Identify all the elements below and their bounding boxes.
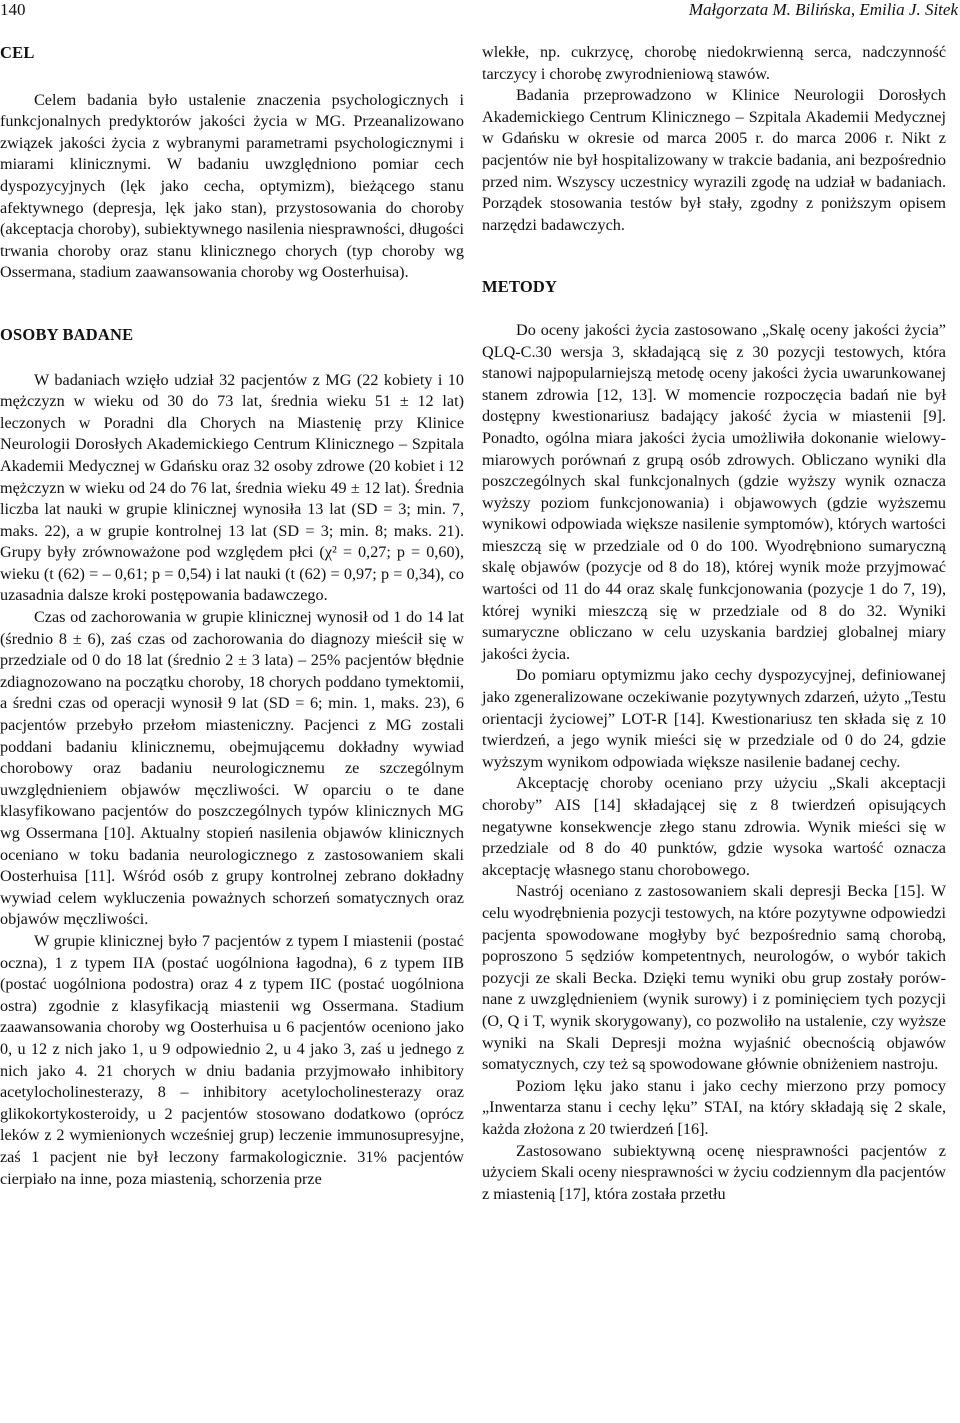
metody-paragraph-2: Do pomiaru optymizmu jako cechy dyspozycyjnej, definiowanej jako zgeneralizowane oczekiwanie pozytywnych zdarzeń, użyto „Testu orientacji życiowej” LOT-R [14]. Kwestionariusz ten składa się z 10 twierdzeń, a jego wynik mieści się w przedziale od 0 do 24, gdzie wyższym wynikom odpowiada większe nasilenie badanej cechy. — [482, 666, 946, 771]
section-heading-cel: CEL — [0, 43, 35, 62]
metody-paragraph-1: Do oceny jakości życia zastosowano „Skalę oceny jakości życia” QLQ-C.30 wersja 3, składającą się z 30 pozycji testowych, która stanowi najpopularniejszą metodę oceny jakości życia uwarunkowanej stanem zdrowia [12, 13]. W momencie rozpoczęcia badań nie był dostępny kwestionariusz badający jakość życia w miastenii [9]. Ponadto, ogólna miara jakości życia umożliwiła dokonanie wielowymiarowych porównań z grupą osób zdrowych. Obliczano wyniki dla poszczególnych skal funkcjonalnych (gdzie wyższy wynik oznacza wyższy poziom funkcjonowania) i objawowych (gdzie wyższemu wynikowi odpowiada większe nasilenie symptomów), których wartości mieszczą się w przedziale od 0 do 100. Wyodrębniono sumaryczną skalę objawów (pozycje od 8 do 18), której wynik może przyjmować wartości od 11 do 44 oraz skalę funkcjonowania (pozycje 1 do 7, 19), której wyniki mieszczą się w przedziale od 8 do 32. Wyniki sumaryczne obliczano w celu uzyskania bardziej globalnej miary jakości życia. — [482, 320, 946, 663]
running-header — [0, 0, 960, 22]
left-column — [0, 42, 464, 1190]
section-heading-osoby-badane: OSOBY BADANE — [0, 324, 134, 344]
metody-paragraph-6: Zastosowano subiektywną ocenę niesprawności pacjentów z użyciem Skali oceny niesprawności w życiu codziennym dla pacjentów z miastenią [17], która została przetłu — [482, 1141, 946, 1203]
metody-paragraph-4: Nastrój oceniano z zastosowaniem skali depresji Becka [15]. W celu wyodrębnienia pozycji testowych, na które pozytywne odpowiedzi pacjenta spowodowane mogłyby być bezpośrednio samą chorobą, poproszono 5 sędziów kompetentnych, neurologów, o wybór takich pozycji ze skali Becka. Dzięki temu wyniki obu grup zostały porównane z uwzględnieniem (wynik surowy) i z pominięciem tych pozycji (O, Q i T, wynik skorygowany), co pozwoliło na ustalenie, czy wyższe wyniki na Skali Depresji można wyjaśnić obecnością objawów somatycznych, czy też są spowodowane głównie obniżeniem nastroju. — [482, 882, 946, 1074]
osoby-badane-paragraph-2: Czas od zachorowania w grupie klinicznej wynosił od 1 do 14 lat (średnio 8 ± 6), zaś czas od zachorowania do diagnozy mieścił się w przedziale od 0 do 18 lat (średnio 2 ± 3 lata) – 25% pacjentów błędnie zdiagnozowano na początku choroby, 18 chorych poddano tymektomii, a średni czas od operacji wynosił 9 lat (SD = 6; min. 1, maks. 23), 6 pacjentów przebyło przełom miasteniczny. Pacjenci z MG zostali poddani badaniu klinicznemu, obejmującemu dokładny wywiad chorobowy oraz badaniu neurologicznemu ze szczególnym uwzględnieniem objawów męczliwości. W oparciu o te dane klasyfikowano pacjentów do poszczególnych typów klinicznych MG wg Ossermana [10]. Aktualny stopień nasilenia objawów klinicznych oceniano w toku badania neurologicznego z zastosowaniem skali Oosterhuisa [11]. Wśród osób z grupy kontrolnej zebrano dokładny wywiad celem wykluczenia poważnych schorzeń somatycznych oraz objawów męczliwości. — [0, 608, 464, 929]
cel-paragraph: Celem badania było ustalenie znaczenia psychologicznych i funkcjonalnych predyktorów jakości życia w MG. Przeanalizowano związek jakości życia z wybranymi parametrami psychologicznymi i miarami klinicznymi. W badaniu uwzględniono pomiar cech dyspozycyjnych (lęk jako cecha, optymizm), bieżącego stanu afektywnego (depresja, lęk jako stan), przystosowania do choroby (akceptacja choroby), subiektywnego nasilenia niesprawności, długości trwania choroby oraz stanu klinicznego chorych (typ choroby wg Ossermana, stadium zaawansowania choroby wg Oosterhuisa). — [0, 90, 464, 282]
continued-paragraph: wlekłe, np. cukrzycę, chorobę niedokrwienną serca, nadczynność tarczycy i chorobę zwyrodnieniową stawów. — [482, 43, 946, 83]
metody-paragraph-3: Akceptację choroby oceniano przy użyciu „Skali akceptacji choroby” AIS [14] składającej się z 8 twierdzeń opisujących negatywne konsekwencje złego stanu zdrowia. Wynik mieści się w przedziale od 8 do 40 punktów, gdzie wysoka wartość oznacza akceptację własnego stanu chorobowego. — [482, 774, 946, 879]
osoby-badane-paragraph-3: W grupie klinicznej było 7 pacjentów z typem I miastenii (postać oczna), 1 z typem IIA (postać uogólniona łagodna), 6 z typem IIB (postać uogólniona podostra) oraz 4 z typem IIC (postać uogólniona ostra) zgodnie z klasyfikacją miastenii wg Ossermana. Stadium zaawansowania choroby wg Oosterhuisa u 6 pacjentów oceniono jako 0, u 12 z nich jako 1, u 9 odpowiednio 2, u 4 jako 3, zaś u jednego z nich jako 4. 21 chorych w dniu badania przyjmowało inhibitory acetylocholinesterazy, 8 – inhibitory acetylocholinesterazy oraz glikokortykosteroidy, u 2 pacjentów stosowano dodatkowo (oprócz leków z 2 wymienionych wcześniej grup) leczenie immunosupresyjne, zaś 1 pacjent nie był leczony farmakologicznie. 31% pacjentów cierpiało na inne, poza miastenią, schorzenia prze — [0, 931, 464, 1188]
metody-paragraph-5: Poziom lęku jako stanu i jako cechy mierzono przy pomocy „Inwentarza stanu i cechy lęku” STAI, na który składają się 2 skale, każda złożona z 20 twierdzeń [16]. — [482, 1076, 946, 1138]
section-heading-metody: METODY — [482, 277, 558, 297]
right-column — [482, 42, 946, 1205]
running-head-authors: Małgorzata M. Bilińska, Emilia J. Sitek — [688, 0, 958, 19]
osoby-badane-paragraph-1: W badaniach wzięło udział 32 pacjentów z MG (22 kobiety i 10 mężczyzn w wieku od 30 do 73 lat, średnia wieku 51 ± 12 lat) leczonych w Poradni dla Chorych na Miastenię przy Klinice Neurologii Dorosłych Akademickiego Centrum Klinicznego – Szpitala Akademii Medycznej w Gdańsku oraz 32 osoby zdrowe (20 kobiet i 12 mężczyzn w wieku od 24 do 76 lat, średnia wieku 49 ± 12 lat). Średnia liczba lat nauki w grupie klinicznej wynosiła 13 lat (SD = 3; min. 7, maks. 22), a w grupie kontrolnej 13 lat (SD = 3; min. 8; maks. 21). Grupy były zrównoważone pod względem płci (χ² = 0,27; p = 0,60), wieku (t (62) = – 0,61; p = 0,54) i lat nauki (t (62) = 0,97; p = 0,34), co uzasadnia dalsze kroki postępowania badawczego. — [0, 370, 464, 605]
osoby-badane-paragraph-4: Badania przeprowadzono w Klinice Neurologii Dorosłych Akademickiego Centrum Klinicznego – Szpitala Akademii Medycznej w Gdańsku w okresie od marca 2005 r. do marca 2006 r. Nikt z pacjentów nie był hospitalizowany w trakcie badania, ani bezpośrednio przed nim. Wszyscy uczestnicy wyrazili zgodę na udział w badaniach. Porządek stosowania testów był stały, zgodny z poniższym opisem narzędzi badawczych. — [482, 86, 946, 234]
page-number: 140 — [0, 0, 26, 19]
